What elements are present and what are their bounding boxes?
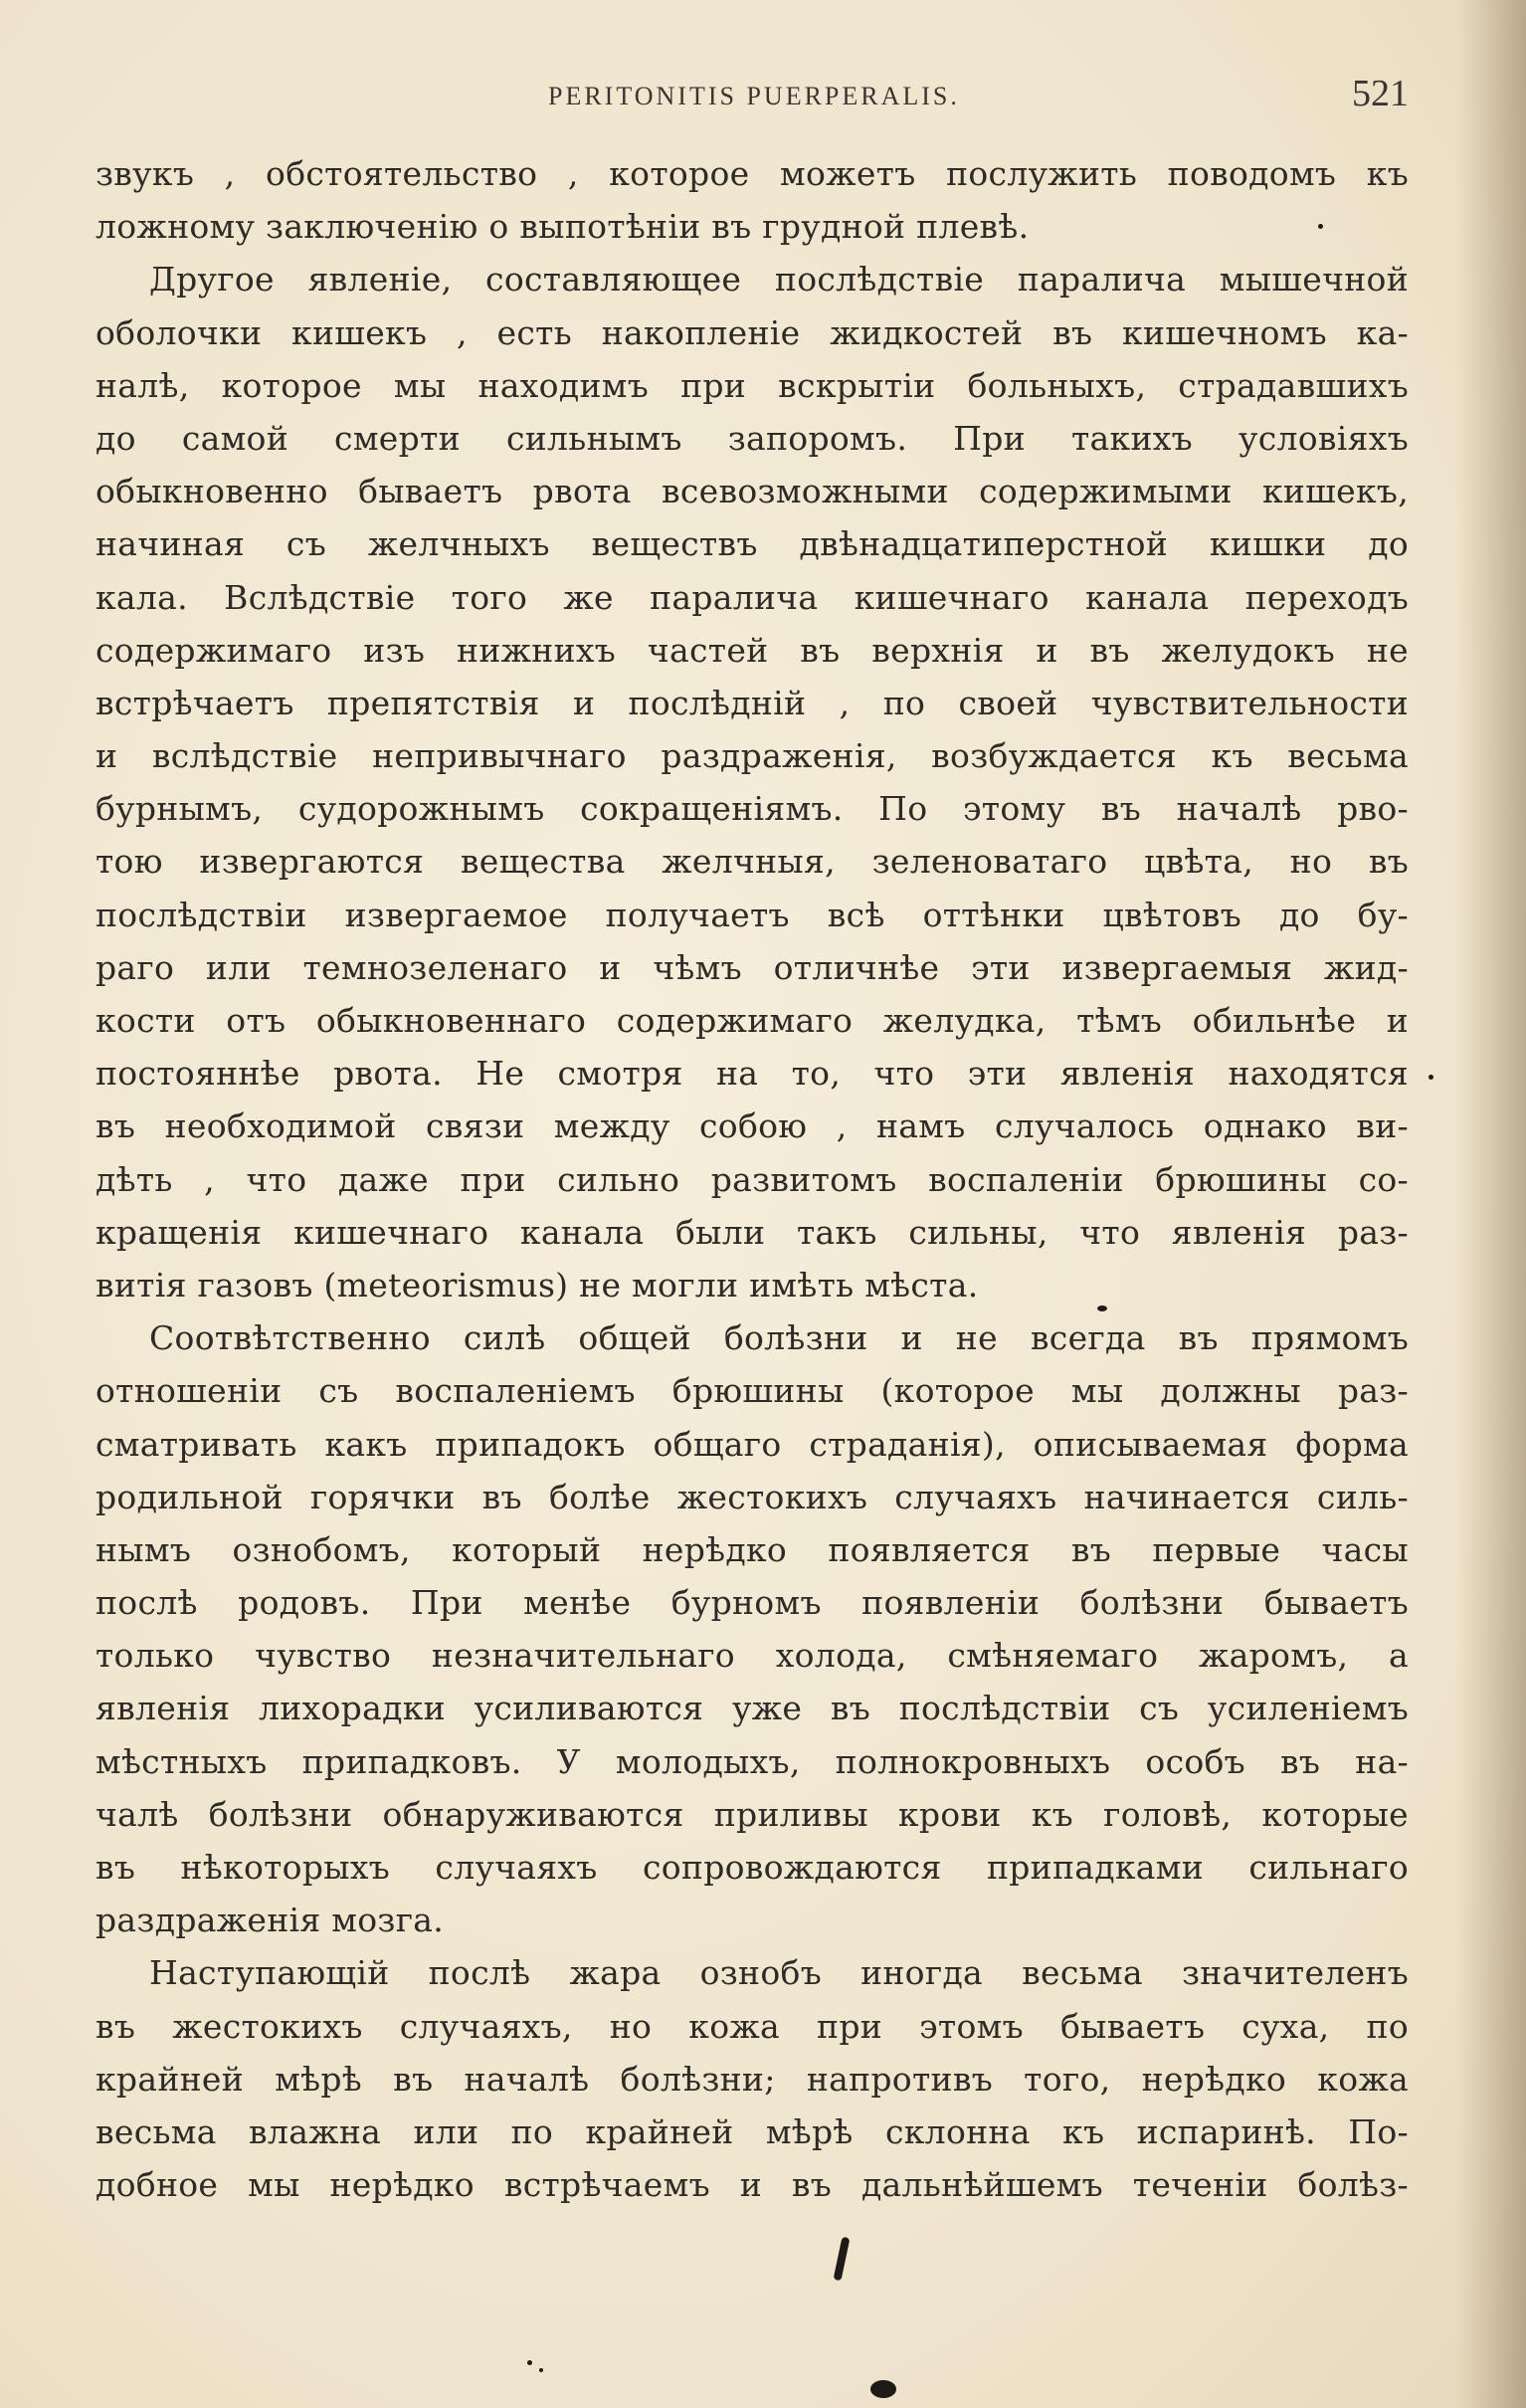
ink-blot [870, 2380, 896, 2398]
text-line: мѣстныхъ припадковъ. У молодыхъ, полнокровныхъ особъ въ на- [95, 1741, 1409, 1781]
text-line: только чувство незначительнаго холода, смѣняемаго жаромъ, а [95, 1636, 1409, 1676]
paragraph-1 [95, 147, 1409, 253]
text-line: чалѣ болѣзни обнаруживаются приливы крови къ головѣ, которые [95, 1794, 1409, 1834]
text-line: въ жестокихъ случаяхъ, но кожа при этомъ бываетъ суха, по [95, 2006, 1409, 2046]
text-line: налѣ, которое мы находимъ при вскрытіи больныхъ, страдавшихъ [95, 365, 1409, 405]
body-text [95, 147, 1409, 2211]
text-line: бурнымъ, судорожнымъ сокращеніямъ. По этому въ началѣ рво- [95, 789, 1409, 829]
text-line: Соотвѣтственно силѣ общей болѣзни и не всегда въ прямомъ [149, 1318, 1409, 1358]
text-line: отношеніи съ воспаленіемъ брюшины (которое мы должны раз- [95, 1371, 1409, 1411]
text-line: звукъ , обстоятельство , которое можетъ послужить поводомъ къ [95, 154, 1409, 193]
text-line: родильной горячки въ болѣе жестокихъ случаяхъ начинается силь- [95, 1477, 1409, 1516]
text-line: обыкновенно бываетъ рвота всевозможными содержимыми кишекъ, [95, 472, 1409, 511]
text-line: послѣ родовъ. При менѣе бурномъ появленіи болѣзни бываетъ [95, 1583, 1409, 1623]
text-line: кращенія кишечнаго канала были такъ сильны, что явленія раз- [95, 1212, 1409, 1252]
paragraph-3 [95, 1311, 1409, 1946]
text-line: ложному заключенію о выпотѣніи въ грудной плевѣ. [95, 207, 1030, 247]
text-line: тою извергаются вещества желчныя, зеленоватаго цвѣта, но въ [95, 842, 1409, 882]
text-line: постояннѣе рвота. Не смотря на то, что эти явленія находятся [95, 1054, 1409, 1094]
text-line: содержимаго изъ нижнихъ частей въ верхнія и въ желудокъ не [95, 630, 1409, 670]
text-line: въ нѣкоторыхъ случаяхъ сопровождаются припадками сильнаго [95, 1848, 1409, 1887]
text-line: оболочки кишекъ , есть накопленіе жидкостей въ кишечномъ ка- [95, 312, 1409, 352]
text-line: крайней мѣрѣ въ началѣ болѣзни; напротивъ того, нерѣдко кожа [95, 2059, 1409, 2099]
text-line: сматривать какъ припадокъ общаго страданія), описываемая форма [95, 1424, 1409, 1464]
text-line: до самой смерти сильнымъ запоромъ. При такихъ условіяхъ [95, 418, 1409, 458]
text-line: и вслѣдствіе непривычнаго раздраженія, возбуждается къ весьма [95, 736, 1409, 776]
ink-blot [527, 2360, 532, 2365]
text-line: весьма влажна или по крайней мѣрѣ склонна къ испаринѣ. По- [95, 2111, 1409, 2151]
page-header [95, 72, 1409, 121]
running-title: PERITONITIS PUERPERALIS. [548, 82, 960, 110]
ink-blot [834, 2237, 851, 2282]
page-number: 521 [1352, 73, 1409, 114]
ink-blot [1318, 224, 1323, 229]
text-line: раздраженія мозга. [95, 1901, 445, 1940]
text-line: кости отъ обыкновеннаго содержимаго желудка, тѣмъ обильнѣе и [95, 1001, 1409, 1040]
ink-blot [539, 2368, 543, 2372]
text-line: кала. Вслѣдствіе того же паралича кишечнаго канала переходъ [95, 577, 1409, 617]
paragraph-4 [95, 1946, 1409, 2211]
text-line: Наступающій послѣ жара ознобъ иногда весьма значителенъ [149, 1953, 1409, 1993]
text-line: въ необходимой связи между собою , намъ случалось однако ви- [95, 1106, 1409, 1146]
text-line: витія газовъ (meteorismus) не могли имѣть мѣста. [95, 1265, 979, 1304]
text-line: начиная съ желчныхъ веществъ двѣнадцатиперстной кишки до [95, 524, 1409, 564]
text-line: встрѣчаетъ препятствія и послѣдній , по своей чувствительности [95, 683, 1409, 722]
ink-blot [1429, 1075, 1433, 1080]
text-line: дѣть , что даже при сильно развитомъ воспаленіи брюшины со- [95, 1159, 1409, 1199]
text-line: Другое явленіе, составляющее послѣдствіе паралича мышечной [149, 260, 1409, 300]
text-line: раго или темнозеленаго и чѣмъ отличнѣе эти извергаемыя жид- [95, 947, 1409, 987]
text-line: нымъ ознобомъ, который нерѣдко появляется въ первые часы [95, 1529, 1409, 1569]
text-line: добное мы нерѣдко встрѣчаемъ и въ дальнѣйшемъ теченіи болѣз- [95, 2165, 1409, 2205]
paragraph-2 [95, 253, 1409, 1311]
ink-blot [1097, 1305, 1107, 1311]
text-line: послѣдствіи извергаемое получаетъ всѣ оттѣнки цвѣтовъ до бу- [95, 895, 1409, 934]
page-gutter-shadow [1456, 0, 1526, 2408]
text-line: явленія лихорадки усиливаются уже въ послѣдствіи съ усиленіемъ [95, 1689, 1409, 1728]
